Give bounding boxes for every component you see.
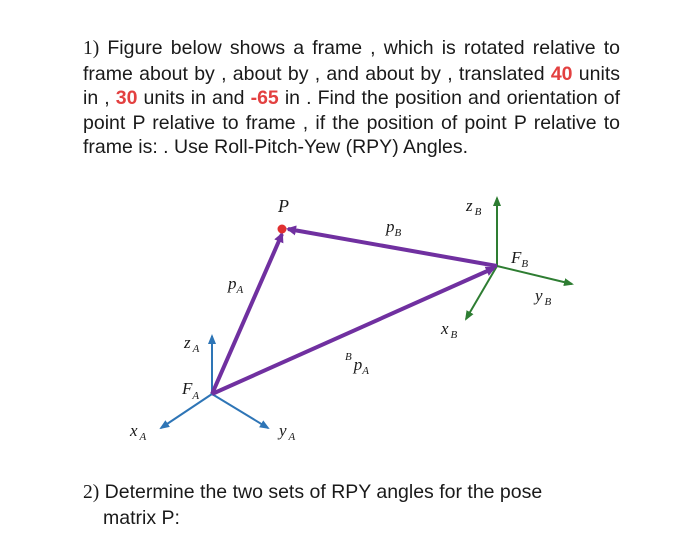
frameA-label: $F_A$: [182, 379, 200, 402]
question-2-text: [83, 480, 643, 530]
question-2-number: 2): [83, 482, 100, 503]
vector-pA: [212, 234, 282, 394]
translation-z-value: -65: [250, 87, 279, 109]
translation-x-value: 40: [550, 62, 573, 85]
question-1-number: 1): [83, 38, 100, 59]
vector-BpA-label: B pA: [345, 351, 369, 377]
frameB-x-label: x $_B$: [441, 319, 458, 341]
point-label: P: [278, 196, 289, 216]
frameA-x-label: x $_A$: [130, 421, 147, 443]
translation-y-value: 30: [115, 87, 138, 109]
point-P: [278, 225, 287, 234]
question-1-part1: Figure below shows a frame , which is rotated relative to frame about by , about by , and about by , translated: [83, 37, 620, 85]
frameB-label: $F_B$: [511, 248, 529, 270]
frameA-z-label: z $_A$: [184, 333, 200, 355]
frameB-y-label: y $_B$: [535, 286, 552, 308]
frameA-y-axis: [212, 394, 268, 428]
frameB-z-label: z $_B$: [466, 196, 482, 218]
question-1-part4: in . Find the position and orientation of point P relative to frame , if the position of point P relative to frame is: . Use Roll-Pitch-Yew (RPY) Angles.: [83, 87, 620, 158]
question-2-line2: matrix P:: [103, 506, 180, 529]
question-1-part3: units in and: [137, 87, 251, 109]
vector-pB-label: $p_B$: [386, 217, 402, 239]
frameA-x-axis: [161, 394, 212, 428]
question-1-part2: units in ,: [83, 62, 621, 109]
question-2-line1: Determine the two sets of RPY angles for the pose: [104, 481, 543, 503]
vector-pA-label: $p_A$: [228, 274, 244, 296]
frameA-y-label: y $_A$: [279, 421, 296, 443]
frameB-y-axis: [497, 266, 572, 284]
